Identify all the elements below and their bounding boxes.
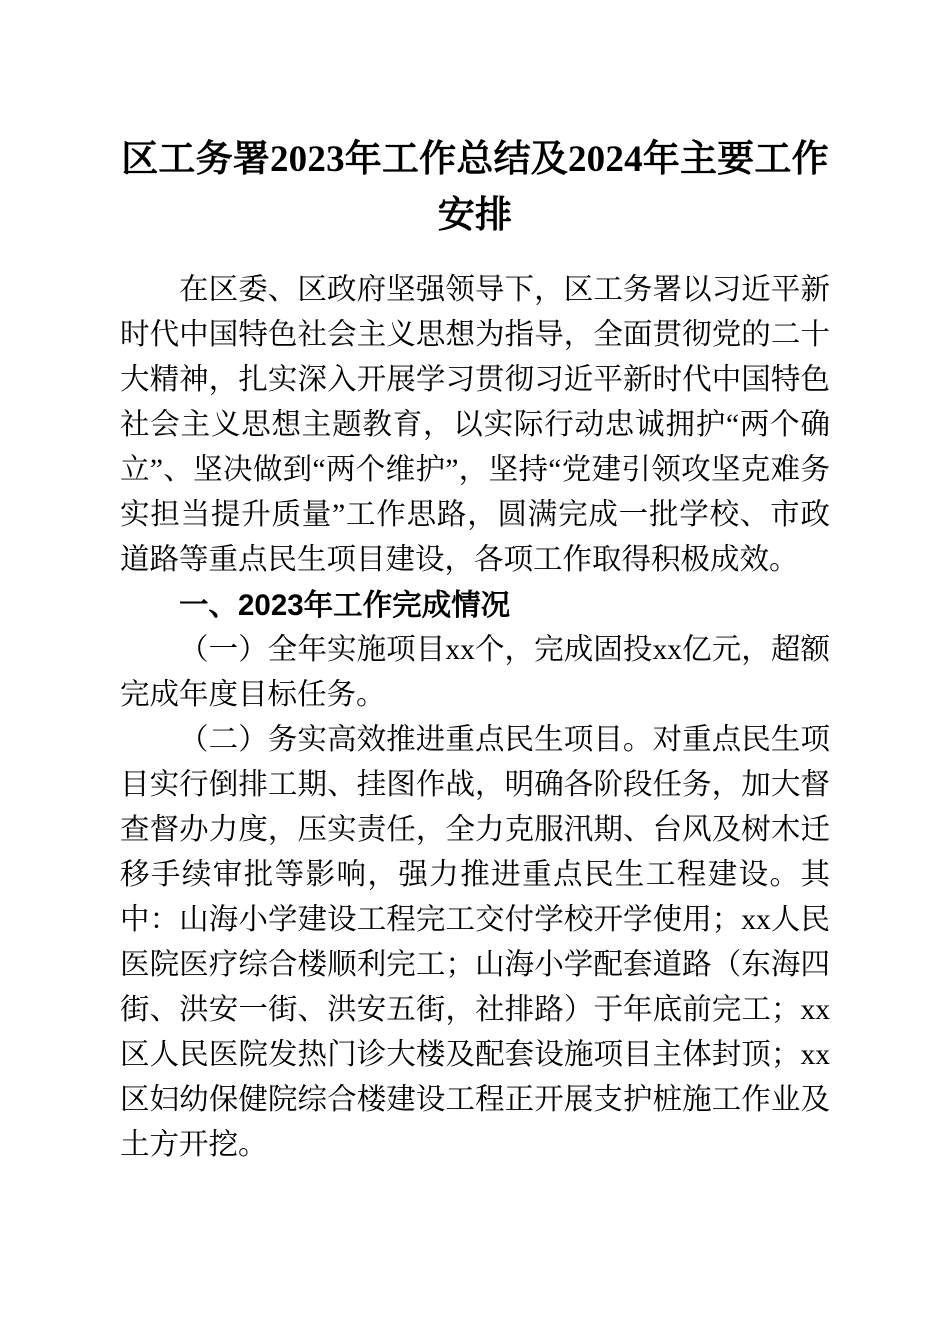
- paragraph-item-2: （二）务实高效推进重点民生项目。对重点民生项目实行倒排工期、挂图作战，明确各阶段任务，加大督查督办力度，压实责任，全力克服汛期、台风及树木迁移手续审批等影响，强力推进重点民生工程建设。其中：山海小学建设工程完工交付学校开学使用；xx人民医院医疗综合楼顺利完工；山海小学配套道路（东海四街、洪安一街、洪安五街，社排路）于年底前完工；xx区人民医院发热门诊大楼及配套设施项目主体封顶；xx区妇幼保健院综合楼建设工程正开展支护桩施工作业及土方开挖。: [120, 724, 830, 1161]
- section-heading-1: 一、2023年工作完成情况: [179, 589, 511, 622]
- paragraph-intro: 在区委、区政府坚强领导下，区工务署以习近平新时代中国特色社会主义思想为指导，全面贯彻党的二十大精神，扎实深入开展学习贯彻习近平新时代中国特色社会主义思想主题教育，以实际行动忠诚拥护“两个确立”、坚决做到“两个维护”，坚持“党建引领攻坚克难务实担当提升质量”工作思路，圆满完成一批学校、市政道路等重点民生项目建设，各项工作取得积极成效。: [120, 274, 830, 576]
- document-body: [120, 268, 830, 1168]
- page-title: 区工务署2023年工作总结及2024年主要工作安排: [121, 139, 829, 236]
- paragraph-item-1: （一）全年实施项目xx个，完成固投xx亿元，超额完成年度目标任务。: [120, 634, 830, 711]
